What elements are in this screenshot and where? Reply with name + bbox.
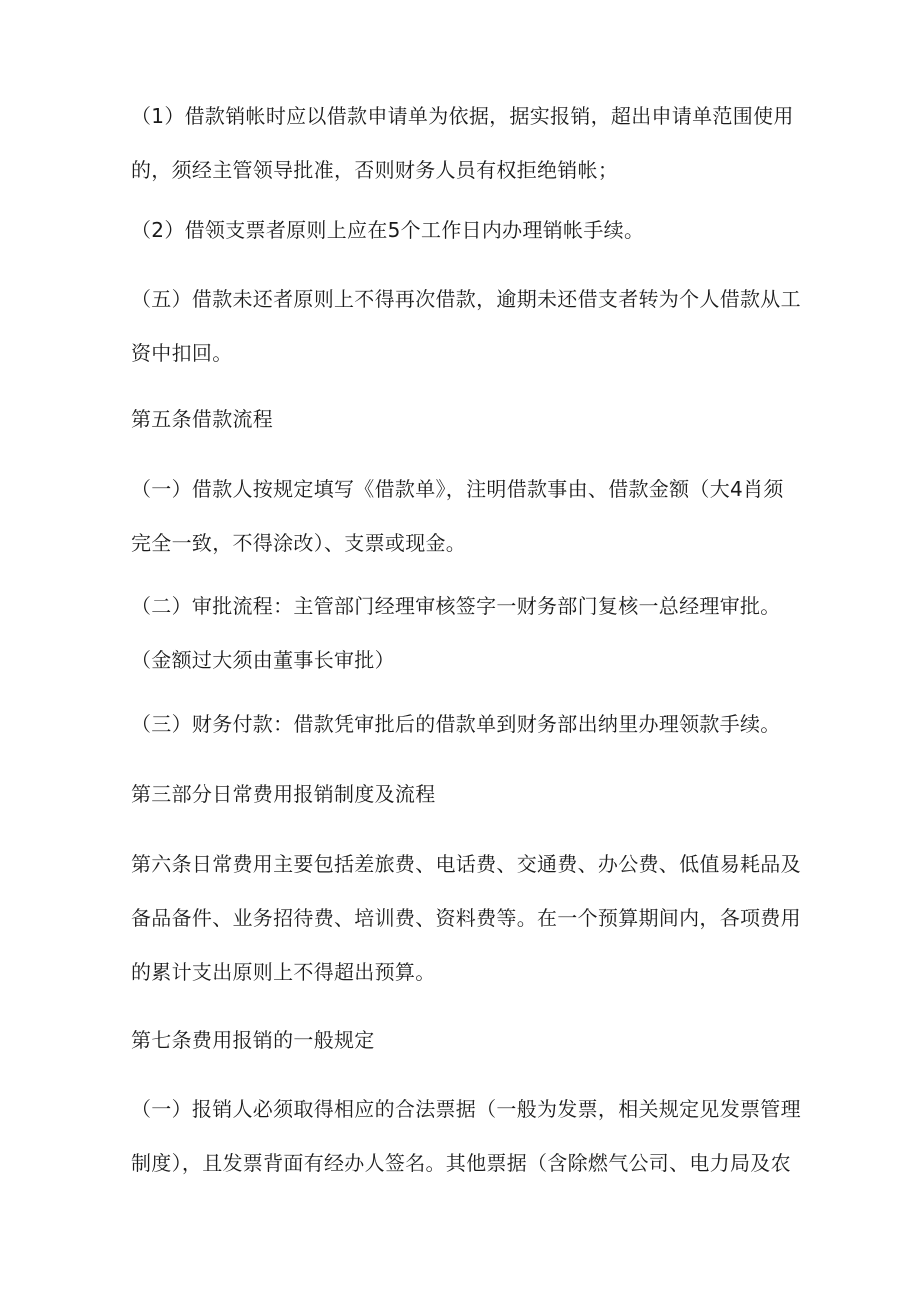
text-line: （一）报销人必须取得相应的合法票据（一般为发票，相关规定见发票管理 bbox=[131, 1097, 801, 1121]
section-heading-article-7 bbox=[131, 1013, 796, 1067]
paragraph-outstanding-loan bbox=[131, 272, 801, 380]
text-line: （金额过大须由董事长审批） bbox=[131, 648, 395, 672]
text-line: 第三部分日常费用报销制度及流程 bbox=[131, 782, 436, 806]
paragraph-legal-receipts bbox=[131, 1082, 801, 1190]
section-heading-part-3 bbox=[131, 767, 796, 821]
text-line: 资中扣回。 bbox=[131, 341, 233, 365]
text-line: （1）借款销帐时应以借款申请单为依据，据实报销，超出申请单范围使用 bbox=[131, 104, 794, 128]
text-line: （二）审批流程：主管部门经理审核签字一财务部门复核一总经理审批。 bbox=[131, 594, 781, 618]
text-line: 第五条借款流程 bbox=[131, 407, 274, 431]
text-line: 制度），且发票背面有经办人签名。其他票据（含除燃气公司、电力局及农 bbox=[131, 1151, 791, 1175]
paragraph-approval-process bbox=[131, 579, 796, 687]
paragraph-finance-payment bbox=[131, 697, 796, 751]
text-line: 第七条费用报销的一般规定 bbox=[131, 1028, 375, 1052]
paragraph-loan-clearance-basis bbox=[131, 89, 796, 197]
text-line: 的累计支出原则上不得超出预算。 bbox=[131, 960, 436, 984]
section-heading-article-5 bbox=[131, 392, 796, 446]
paragraph-cheque-clearance bbox=[131, 203, 796, 257]
text-line: （一）借款人按规定填写《借款单》，注明借款事由、借款金额（大4肖须 bbox=[131, 477, 784, 501]
text-line: 的，须经主管领导批准，否则财务人员有权拒绝销帐； bbox=[131, 158, 619, 182]
text-line: （五）借款未还者原则上不得再次借款，逾期未还借支者转为个人借款从工 bbox=[131, 287, 801, 311]
text-line: 第六条日常费用主要包括差旅费、电话费、交通费、办公费、低值易耗品及 bbox=[131, 852, 801, 876]
paragraph-fill-loan-form bbox=[131, 462, 796, 570]
text-line: 备品备件、业务招待费、培训费、资料费等。在一个预算期间内，各项费用 bbox=[131, 906, 801, 930]
paragraph-article-6-expenses bbox=[131, 837, 801, 999]
text-line: 完全一致，不得涂改）、支票或现金。 bbox=[131, 531, 467, 555]
text-line: （2）借领支票者原则上应在5个工作日内办理销帐手续。 bbox=[131, 218, 645, 242]
text-line: （三）财务付款：借款凭审批后的借款单到财务部出纳里办理领款手续。 bbox=[131, 712, 781, 736]
